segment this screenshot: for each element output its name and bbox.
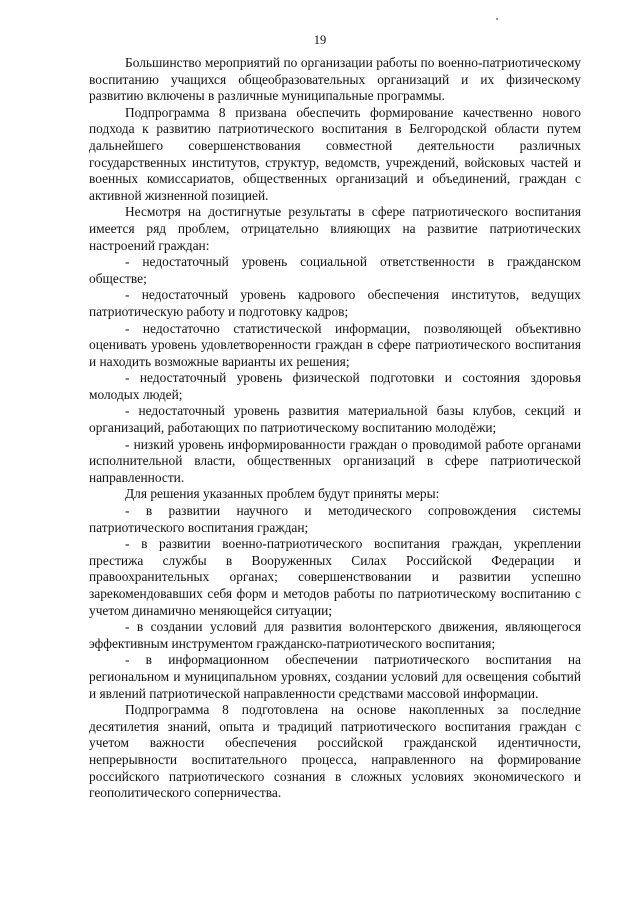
paragraph-conclusion: Подпрограмма 8 подготовлена на основе накопленных за последние десятилетия знаний, опыта и традиций патриотического воспитания граждан с учетом важности обеспечения российской гражданской идентичности, непрерывности воспитательного процесса, направленного на формирование российского патриотического сознания в сложных условиях экономического и геополитического соперничества. (89, 702, 581, 801)
list-item-problem: - недостаточный уровень кадрового обеспечения институтов, ведущих патриотическую работу и подготовку кадров; (89, 287, 581, 319)
paragraph-subprogram-purpose: Подпрограмма 8 призвана обеспечить формирование качественно нового подхода к развитию патриотического воспитания в Белгородской области путем дальнейшего совершенствования совместной деятельности различных государственных институтов, структур, ведомств, учреждений, войсковых частей и военных комиссариатов, общественных организаций и объединений, граждан с активной жизненной позицией. (89, 104, 581, 203)
list-item-measure: - в информационном обеспечении патриотического воспитания на региональном и муниципальном уровнях, создании условий для освещения событий и явлений патриотической направленности средствами массовой информации. (89, 652, 581, 701)
list-item-measure: - в создании условий для развития волонтерского движения, являющегося эффективным инструментом гражданско-патриотического воспитания; (89, 619, 581, 651)
page-number: 19 (313, 33, 327, 47)
list-item-measure: - в развитии военно-патриотического воспитания граждан, укреплении престижа службы в Вооруженных Силах Российской Федерации и правоохранительных органах; совершенствовании и развитии успешно зарекомендовавших себя форм и методов работы по патриотическому воспитанию с учетом динамично меняющейся ситуации; (89, 536, 581, 618)
document-body (89, 55, 581, 802)
paragraph-measures-lead: Для решения указанных проблем будут приняты меры: (125, 486, 440, 502)
scan-speck (496, 18, 498, 20)
list-item-problem: - недостаточный уровень социальной ответственности в гражданском обществе; (89, 254, 581, 286)
paragraph-intro: Большинство мероприятий по организации работы по военно-патриотическому воспитанию учащихся общеобразовательных организаций и их физическому развитию включены в различные муниципальные программы. (89, 55, 581, 104)
list-item-problem: - низкий уровень информированности граждан о проводимой работе органами исполнительной власти, общественных организаций в сфере патриотической направленности. (89, 436, 581, 485)
paragraph-problems-lead: Несмотря на достигнутые результаты в сфере патриотического воспитания имеется ряд проблем, отрицательно влияющих на развитие патриотических настроений граждан: (89, 204, 581, 253)
list-item-problem: - недостаточно статистической информации, позволяющей объективно оценивать уровень удовлетворенности граждан в сфере патриотического воспитания и находить возможные варианты их решения; (89, 320, 581, 369)
list-item-problem: - недостаточный уровень физической подготовки и состояния здоровья молодых людей; (89, 370, 581, 402)
list-item-measure: - в развитии научного и методического сопровождения системы патриотического воспитания граждан; (89, 503, 581, 535)
list-item-problem: - недостаточный уровень развития материальной базы клубов, секций и организаций, работающих по патриотическому воспитанию молодёжи; (89, 403, 581, 436)
